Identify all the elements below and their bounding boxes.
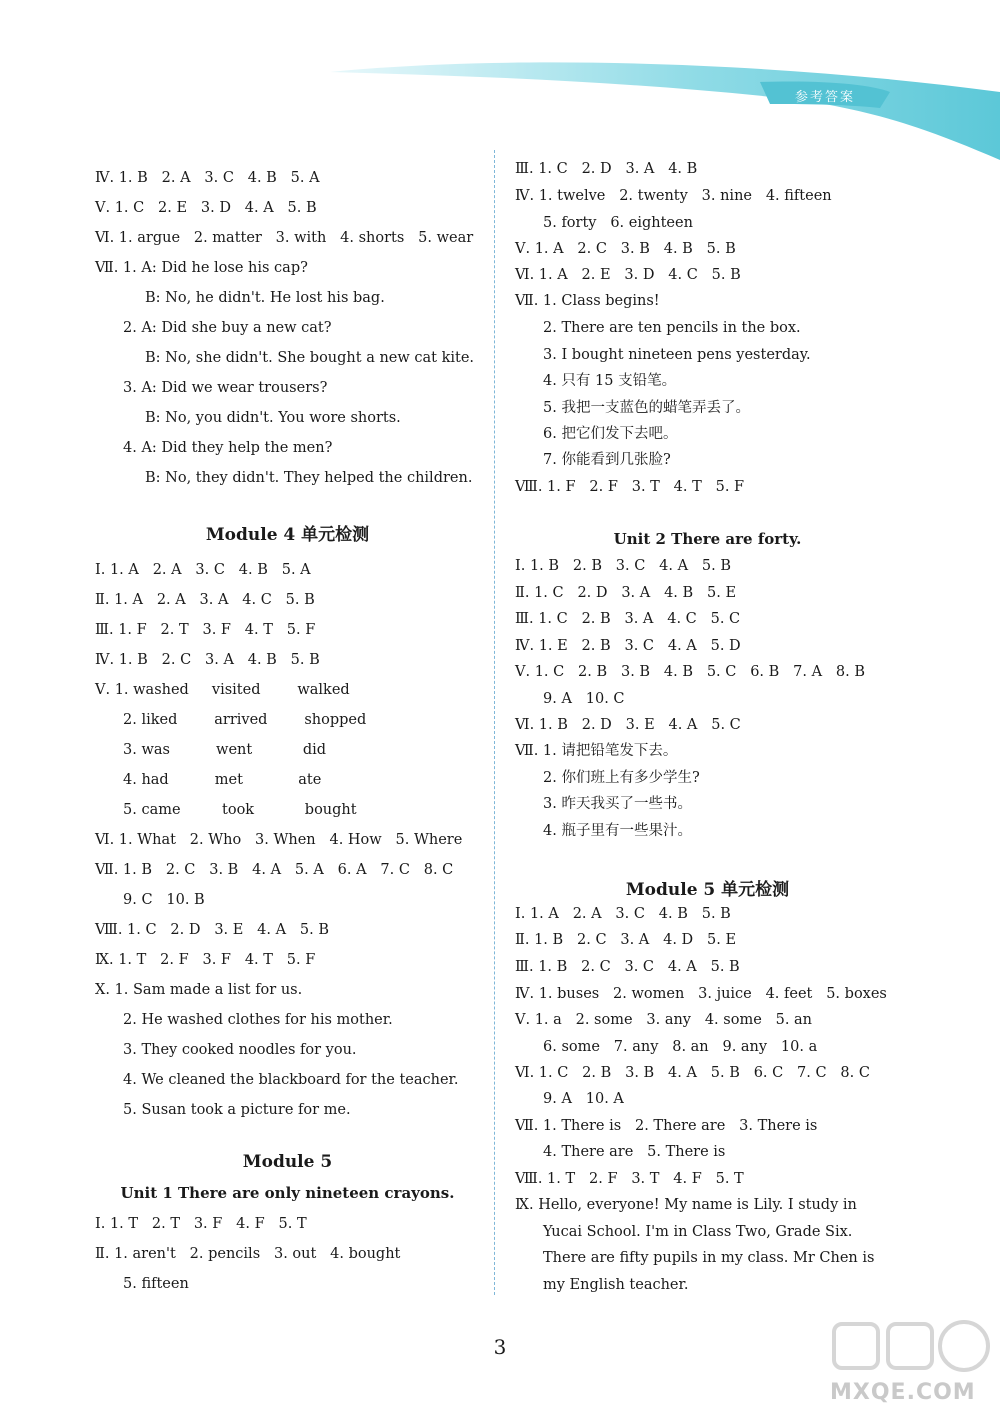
answer-line: Ⅴ. 1. C 2. B 3. B 4. B 5. C 6. B 7. A 8. B <box>515 664 865 680</box>
answer-line: 4. We cleaned the blackboard for the teacher. <box>123 1072 459 1088</box>
answer-line: Ⅵ. 1. C 2. B 3. B 4. A 5. B 6. C 7. C 8. C <box>515 1065 870 1081</box>
answer-line: There are fifty pupils in my class. Mr Chen is <box>543 1250 875 1266</box>
answer-line: Ⅸ. 1. T 2. F 3. F 4. T 5. F <box>95 952 316 968</box>
answer-line: Ⅲ. 1. B 2. C 3. C 4. A 5. B <box>515 959 740 975</box>
answer-line: Ⅶ. 1. B 2. C 3. B 4. A 5. A 6. A 7. C 8. C <box>95 862 454 878</box>
answer-line: Ⅰ. 1. T 2. T 3. F 4. F 5. T <box>95 1216 307 1232</box>
answer-line: 4. A: Did they help the men? <box>123 440 333 456</box>
answer-line: 3. was went did <box>123 742 327 758</box>
answer-line: B: No, they didn't. They helped the children. <box>145 470 473 486</box>
answer-line: Ⅲ. 1. C 2. B 3. A 4. C 5. C <box>515 611 741 627</box>
answer-line: Ⅴ. 1. A 2. C 3. B 4. B 5. B <box>515 241 736 257</box>
answer-line: B: No, he didn't. He lost his bag. <box>145 290 385 306</box>
answer-line: Ⅰ. 1. A 2. A 3. C 4. B 5. B <box>515 906 731 922</box>
answer-line: 4. 瓶子里有一些果汁。 <box>543 823 692 839</box>
answer-line: 9. C 10. B <box>123 892 205 908</box>
answer-line: Ⅰ. 1. A 2. A 3. C 4. B 5. A <box>95 562 311 578</box>
answer-line: Ⅴ. 1. a 2. some 3. any 4. some 5. an <box>515 1012 813 1028</box>
answer-line: Ⅱ. 1. C 2. D 3. A 4. B 5. E <box>515 585 737 601</box>
answer-line: B: No, you didn't. You wore shorts. <box>145 410 401 426</box>
answer-line: Yucai School. I'm in Class Two, Grade Six. <box>543 1224 853 1240</box>
answer-line: 4. There are 5. There is <box>543 1144 726 1160</box>
watermark-logo <box>830 1318 995 1408</box>
answer-line: 2. He washed clothes for his mother. <box>123 1012 393 1028</box>
answer-line: 9. A 10. A <box>543 1091 624 1107</box>
answer-line: Ⅹ. 1. Sam made a list for us. <box>95 982 303 998</box>
answer-line: Ⅴ. 1. washed visited walked <box>95 682 350 698</box>
answer-line: 7. 你能看到几张脸? <box>543 452 671 468</box>
watermark-text: MXQE.COM <box>830 1380 976 1405</box>
unit-heading: Unit 2 There are forty. <box>613 530 802 548</box>
answer-line: 9. A 10. C <box>543 691 625 707</box>
answer-line: Ⅳ. 1. E 2. B 3. C 4. A 5. D <box>515 638 741 654</box>
answer-line: Ⅲ. 1. F 2. T 3. F 4. T 5. F <box>95 622 316 638</box>
answer-line: B: No, she didn't. She bought a new cat kite. <box>145 350 475 366</box>
page-number: 3 <box>493 1335 507 1359</box>
section-heading: Module 4 单元检测 <box>205 525 370 545</box>
answer-line: Ⅰ. 1. B 2. B 3. C 4. A 5. B <box>515 558 732 574</box>
answer-line: Ⅷ. 1. C 2. D 3. E 4. A 5. B <box>95 922 330 938</box>
answer-line: Ⅵ. 1. argue 2. matter 3. with 4. shorts 5. wear <box>95 230 474 246</box>
answer-line: 3. They cooked noodles for you. <box>123 1042 357 1058</box>
section-heading: Module 5 单元检测 <box>625 880 790 900</box>
unit-heading: Unit 1 There are only nineteen crayons. <box>120 1184 455 1202</box>
answer-line: Ⅶ. 1. There is 2. There are 3. There is <box>515 1118 818 1134</box>
answer-line: Ⅸ. Hello, everyone! My name is Lily. I study in <box>515 1197 857 1213</box>
answer-line: 3. A: Did we wear trousers? <box>123 380 328 396</box>
answer-line: 2. A: Did she buy a new cat? <box>123 320 332 336</box>
header-label: 参考答案 <box>795 90 856 105</box>
answer-line: Ⅷ. 1. F 2. F 3. T 4. T 5. F <box>515 479 745 495</box>
answer-line: 5. fifteen <box>123 1276 189 1292</box>
answer-line: 3. 昨天我买了一些书。 <box>543 796 692 812</box>
answer-line: 2. 你们班上有多少学生? <box>543 770 700 786</box>
answer-line: Ⅱ. 1. A 2. A 3. A 4. C 5. B <box>95 592 315 608</box>
answer-line: Ⅳ. 1. twelve 2. twenty 3. nine 4. fifteen <box>515 188 832 204</box>
answer-line: 2. There are ten pencils in the box. <box>543 320 801 336</box>
answer-line: Ⅶ. 1. 请把铅笔发下去。 <box>515 743 678 759</box>
answer-line: Ⅴ. 1. C 2. E 3. D 4. A 5. B <box>95 200 317 216</box>
answer-line: 6. some 7. any 8. an 9. any 10. a <box>543 1039 818 1055</box>
answer-line: 3. I bought nineteen pens yesterday. <box>543 347 811 363</box>
answer-line: 6. 把它们发下去吧。 <box>543 426 678 442</box>
answer-line: Ⅱ. 1. B 2. C 3. A 4. D 5. E <box>515 932 737 948</box>
answer-line: Ⅶ. 1. A: Did he lose his cap? <box>95 260 308 276</box>
answer-line: Ⅱ. 1. aren't 2. pencils 3. out 4. bought <box>95 1246 401 1262</box>
answer-line: Ⅵ. 1. What 2. Who 3. When 4. How 5. Where <box>95 832 463 848</box>
answer-line: 5. Susan took a picture for me. <box>123 1102 351 1118</box>
answer-line: Ⅷ. 1. T 2. F 3. T 4. F 5. T <box>515 1171 744 1187</box>
answer-line: 2. liked arrived shopped <box>123 712 367 728</box>
section-heading: Module 5 <box>242 1152 333 1172</box>
answer-line: 5. forty 6. eighteen <box>543 215 693 231</box>
answer-line: Ⅲ. 1. C 2. D 3. A 4. B <box>515 161 698 177</box>
answer-line: Ⅳ. 1. B 2. C 3. A 4. B 5. B <box>95 652 320 668</box>
column-divider <box>494 150 495 1295</box>
answer-line: Ⅵ. 1. A 2. E 3. D 4. C 5. B <box>515 267 741 283</box>
answer-line: 4. had met ate <box>123 772 322 788</box>
answer-line: 5. came took bought <box>123 802 357 818</box>
answer-line: 5. 我把一支蓝色的蜡笔弄丢了。 <box>543 400 750 416</box>
answer-line: Ⅳ. 1. buses 2. women 3. juice 4. feet 5. boxes <box>515 986 887 1002</box>
answer-line: 4. 只有 15 支铅笔。 <box>543 373 677 389</box>
answer-line: my English teacher. <box>543 1277 689 1293</box>
answer-line: Ⅳ. 1. B 2. A 3. C 4. B 5. A <box>95 170 320 186</box>
answer-line: Ⅶ. 1. Class begins! <box>515 293 660 309</box>
header-banner <box>0 0 1000 170</box>
answer-line: Ⅵ. 1. B 2. D 3. E 4. A 5. C <box>515 717 741 733</box>
